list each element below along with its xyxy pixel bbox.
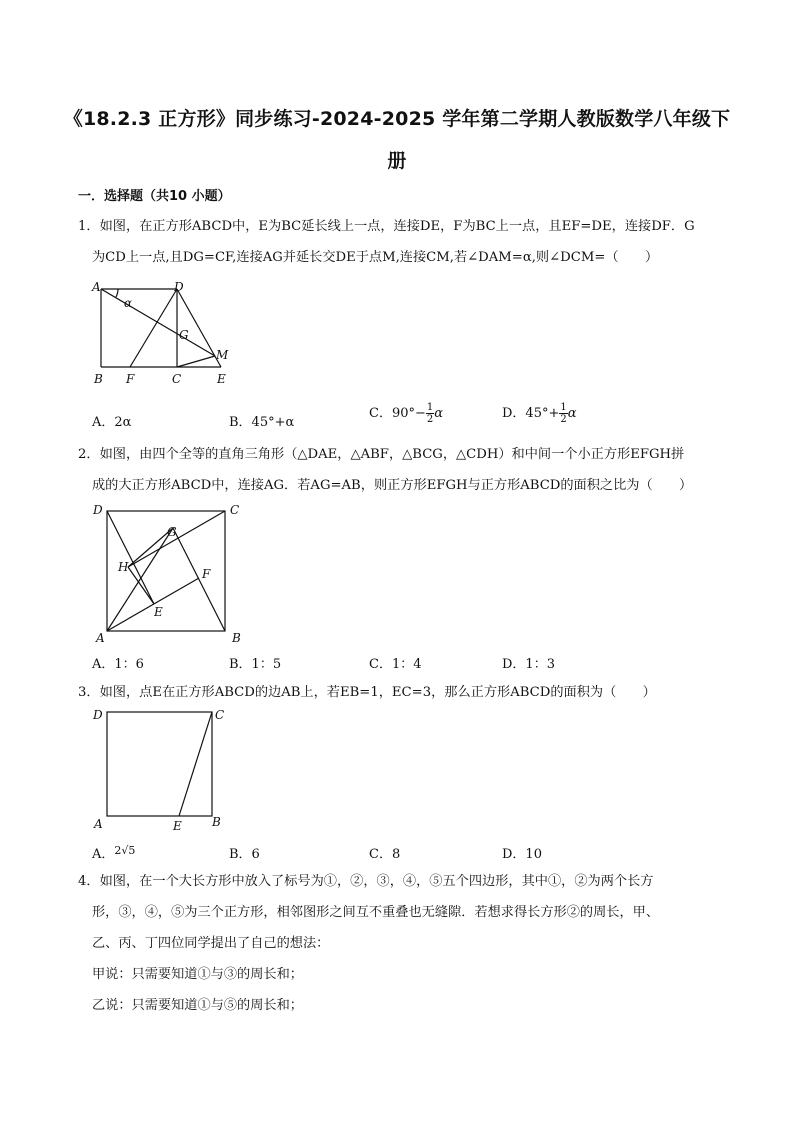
fraction-denominator: 2 <box>560 414 567 425</box>
label-g: G <box>167 525 177 539</box>
option-1b: B．45°+α <box>229 415 295 430</box>
segment-cm <box>177 356 215 367</box>
edge-he <box>128 567 154 604</box>
question-1-line-1: 1．如图，在正方形ABCD中，E为BC延长线上一点，连接DE，F为BC上一点，且EF=DE，连接DF．G <box>78 219 695 234</box>
option-1a: A．2α <box>92 415 132 430</box>
fraction-one-half <box>426 402 434 425</box>
segment-de <box>107 511 154 604</box>
segment-bg <box>173 528 225 631</box>
document-title-line2: 册 <box>387 150 407 172</box>
segment-af <box>107 578 199 631</box>
label-d: D <box>93 708 103 722</box>
option-3a-prefix: A． <box>92 847 115 862</box>
fraction-denominator: 2 <box>426 414 434 425</box>
label-c: C <box>230 503 240 517</box>
question-4-line-3: 乙、丙、丁四位同学提出了自己的想法： <box>92 936 330 951</box>
label-f: F <box>202 567 211 581</box>
label-a: A <box>92 280 101 294</box>
label-e: E <box>173 819 182 833</box>
question-4-line-4: 甲说：只需要知道①与③的周长和； <box>92 967 303 982</box>
label-b: B <box>212 815 221 829</box>
option-1c-prefix: C．90°− <box>369 406 426 421</box>
section-heading: 一．选择题（共10 小题） <box>78 189 231 204</box>
fraction-one-half <box>559 402 567 425</box>
label-e: E <box>154 605 163 619</box>
label-alpha: α <box>124 296 133 310</box>
option-2a: A．1：6 <box>92 657 144 672</box>
question-1-figure <box>88 280 248 390</box>
label-a: A <box>96 631 105 645</box>
label-g: G <box>179 328 189 342</box>
question-4-line-2: 形，③，④，⑤为三个正方形，相邻图形之间互不重叠也无缝隙．若想求得长方形②的周长，甲、 <box>92 905 660 920</box>
label-f: F <box>126 372 135 386</box>
question-4-line-5: 乙说：只需要知道①与⑤的周长和； <box>92 998 303 1013</box>
option-3c: C．8 <box>369 847 401 862</box>
label-c: C <box>172 372 182 386</box>
segment-am <box>101 289 215 356</box>
option-1c-alpha: α <box>434 406 444 421</box>
question-2-figure <box>88 500 248 648</box>
question-2-text <box>78 439 728 501</box>
option-1c <box>369 402 443 425</box>
label-b: B <box>232 631 241 645</box>
option-1d <box>502 402 577 425</box>
document-title-line1: 《18.2.3 正方形》同步练习-2024-2025 学年第二学期人教版数学八年级下 <box>63 108 731 130</box>
fraction-numerator: 1 <box>560 402 567 413</box>
option-1d-prefix: D．45°+ <box>502 406 560 421</box>
option-2c: C．1：4 <box>369 657 422 672</box>
option-1d-alpha: α <box>567 406 577 421</box>
label-d: D <box>93 503 103 517</box>
question-3-line-1: 3．如图，点E在正方形ABCD的边AB上，若EB=1，EC=3，那么正方形ABCD的面积为（ ） <box>78 685 656 700</box>
segment-ch <box>128 511 225 567</box>
question-4-line-1: 4．如图，在一个大长方形中放入了标号为①，②，③，④，⑤五个四边形，其中①，②为两个长方 <box>78 874 654 889</box>
question-2-line-2: 成的大正方形ABCD中，连接AG．若AG=AB，则正方形EFGH与正方形ABCD的面积之比为（ ） <box>92 478 693 493</box>
question-3-figure <box>88 702 238 837</box>
fraction-numerator: 1 <box>426 402 434 413</box>
label-e: E <box>217 372 226 386</box>
label-b: B <box>94 372 103 386</box>
option-3b: B．6 <box>229 847 260 862</box>
question-1-line-2: 为CD上一点,且DG=CF,连接AG并延长交DE于点M,连接CM,若∠DAM=α,则∠DCM=（ ） <box>92 250 659 265</box>
option-3d: D．10 <box>502 847 542 862</box>
label-d: D <box>174 280 184 294</box>
square-abcd <box>107 712 212 816</box>
segment-ag <box>107 528 173 631</box>
segment-ec <box>179 712 212 816</box>
option-2d: D．1：3 <box>502 657 555 672</box>
label-a: A <box>94 817 103 831</box>
label-m: M <box>216 348 229 362</box>
option-2b: B．1：5 <box>229 657 282 672</box>
option-3a <box>92 843 135 862</box>
angle-alpha-arc <box>116 289 118 297</box>
segment-df <box>130 289 177 367</box>
question-1-text <box>78 211 728 273</box>
question-4-text <box>78 866 728 1021</box>
question-2-line-1: 2．如图，由四个全等的直角三角形（△DAE，△ABF，△BCG，△CDH）和中间一个小正方形EFGH拼 <box>78 447 685 462</box>
label-h: H <box>118 560 129 574</box>
label-c: C <box>215 708 225 722</box>
option-3a-math: 2√5 <box>114 844 136 857</box>
